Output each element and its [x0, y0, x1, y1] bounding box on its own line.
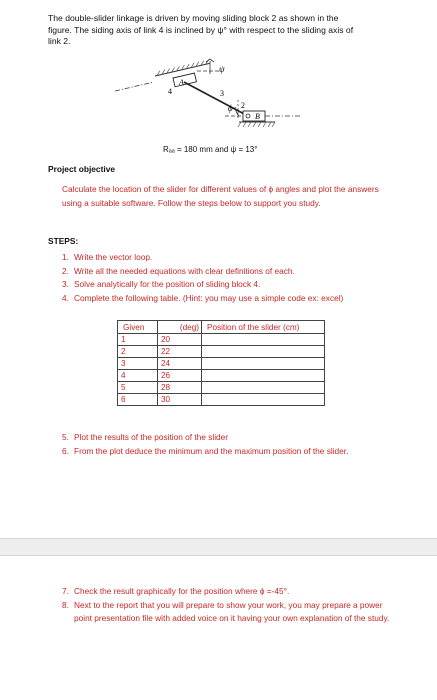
row-index: 5: [118, 382, 158, 394]
steps-heading: STEPS:: [48, 236, 79, 246]
slider-position-table: [117, 320, 325, 406]
link-4-label: 4: [168, 87, 172, 96]
row-position-cell[interactable]: [202, 358, 325, 370]
row-position-cell[interactable]: [202, 382, 325, 394]
list-item: 8. Next to the report that you will prepare to show your work, you may prepare a power point presentation file with added voice on it having your own explanation of the study.: [62, 599, 390, 624]
row-index: 1: [118, 334, 158, 346]
row-deg: 28: [158, 382, 202, 394]
row-deg: 24: [158, 358, 202, 370]
table-row: [118, 358, 325, 370]
linkage-figure: [115, 58, 305, 138]
list-item: 6. From the plot deduce the minimum and the maximum position of the slider.: [62, 445, 349, 456]
page-break-divider: [0, 538, 437, 556]
row-deg: 20: [158, 334, 202, 346]
list-item: 1. Write the vector loop.: [62, 252, 153, 262]
list-item: 4. Complete the following table. (Hint: you may use a simple code ex: excel): [62, 292, 344, 303]
header-given: Given: [118, 321, 158, 334]
intro-line-2: figure. The siding axis of link 4 is inclined by ψ° with respect to the sliding axis of: [48, 24, 354, 35]
table-row: [118, 334, 325, 346]
joint-a-label: A: [179, 78, 184, 87]
link-3-label: 3: [220, 89, 224, 98]
list-item: 2. Write all the needed equations with clear definitions of each.: [62, 265, 295, 276]
list-item: 3. Solve analytically for the position of sliding block 4.: [62, 279, 261, 290]
row-deg: 26: [158, 370, 202, 382]
header-deg: (deg): [158, 321, 202, 334]
steps-list-continued: [62, 431, 392, 458]
intro-line-1: The double-slider linkage is driven by moving sliding block 2 as shown in the: [48, 13, 339, 23]
header-position: Position of the slider (cm): [202, 321, 325, 334]
steps-list: [62, 251, 402, 305]
link-2-label: 2: [241, 101, 245, 110]
phi-label: ϕ: [228, 103, 233, 113]
problem-statement: [48, 13, 400, 48]
intro-line-3: link 2.: [48, 36, 71, 47]
objective-heading: Project objective: [48, 164, 116, 174]
joint-b-label: B: [255, 112, 260, 121]
table-row: [118, 394, 325, 406]
row-position-cell[interactable]: [202, 334, 325, 346]
row-index: 6: [118, 394, 158, 406]
list-item: 7. Check the result graphically for the position where ϕ =-45°.: [62, 586, 290, 596]
row-position-cell[interactable]: [202, 346, 325, 358]
objective-text: Calculate the location of the slider for different values of ϕ angles and plot the answers using a suitable software. Follow the steps below to support you study.: [62, 184, 379, 208]
given-parameters: Rₐₐ = 180 mm and ψ = 13°: [163, 145, 258, 154]
row-position-cell[interactable]: [202, 394, 325, 406]
row-deg: 30: [158, 394, 202, 406]
row-index: 2: [118, 346, 158, 358]
table-row: [118, 382, 325, 394]
steps-list-final: [62, 585, 392, 626]
row-position-cell[interactable]: [202, 370, 325, 382]
list-item: 5. Plot the results of the position of the slider: [62, 432, 229, 442]
row-index: 4: [118, 370, 158, 382]
row-deg: 22: [158, 346, 202, 358]
table-header-row: [118, 321, 325, 334]
psi-label: ψ: [219, 64, 225, 74]
table-row: [118, 346, 325, 358]
table-row: [118, 370, 325, 382]
row-index: 3: [118, 358, 158, 370]
